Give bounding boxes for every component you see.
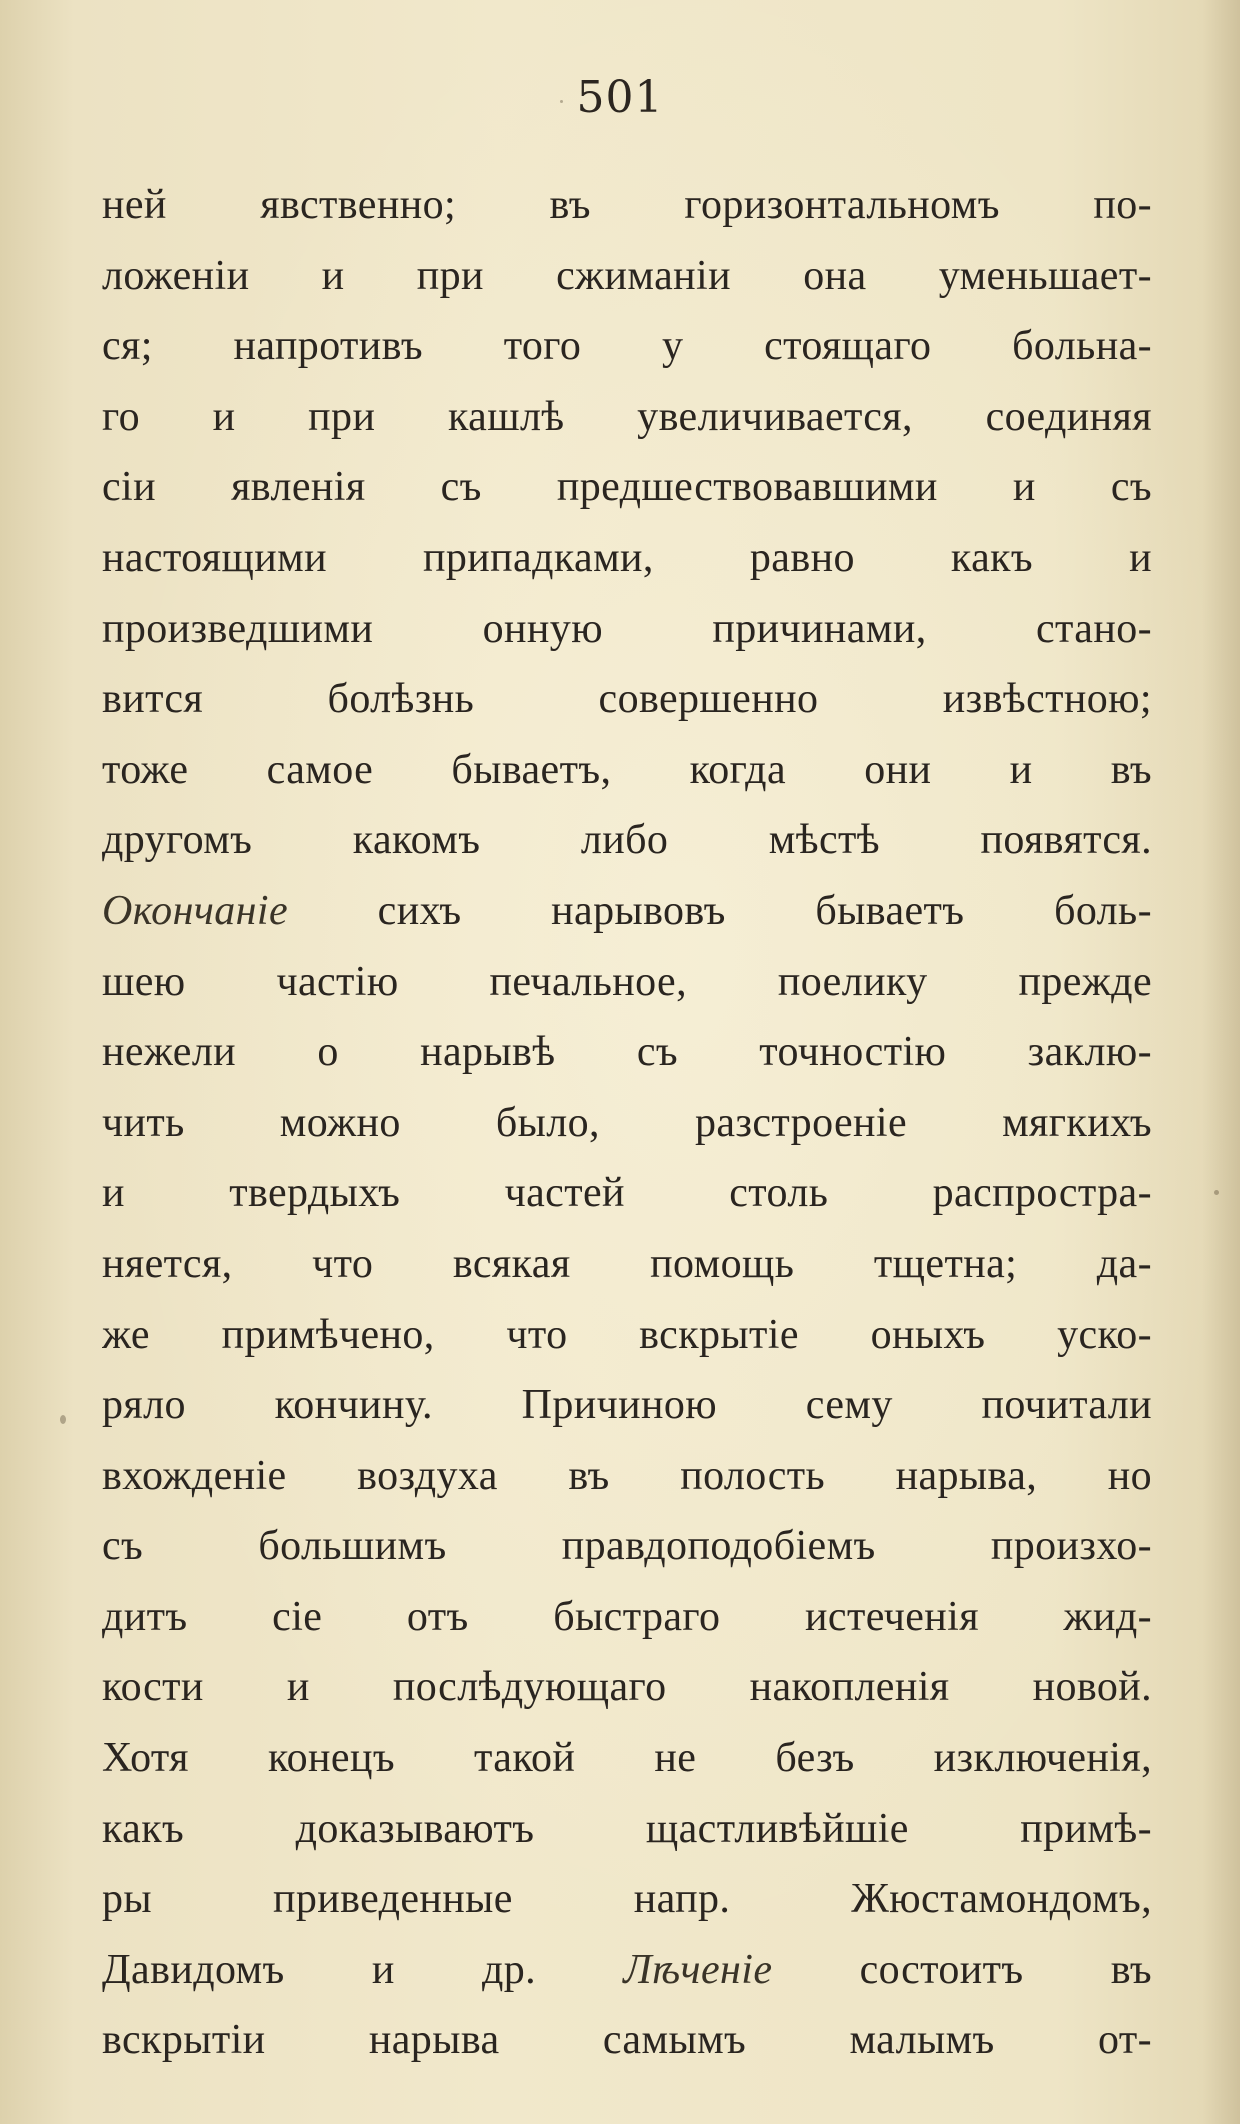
- text-line: [102, 1158, 1152, 1229]
- text-line: [102, 1794, 1152, 1865]
- text-run: вхожденіе воздуха въ полость нарыва, но: [102, 1452, 1152, 1499]
- text-run: какъ доказываютъ щастливѣйшіе примѣ-: [102, 1805, 1152, 1852]
- page-number: 501: [576, 72, 664, 123]
- text-run: го и при кашлѣ увеличивается, соединяя: [102, 393, 1152, 440]
- text-run: вскрытіи нарыва самымъ малымъ от-: [102, 2017, 1152, 2064]
- text-line: [102, 170, 1152, 241]
- text-line: [102, 452, 1152, 523]
- text-run: ложеніи и при сжиманіи она уменьшает-: [102, 252, 1152, 299]
- text-run: же примѣчено, что вскрытіе оныхъ уско-: [102, 1311, 1152, 1358]
- text-line: [102, 1582, 1152, 1653]
- italic-term: Лѣченіе: [623, 1946, 773, 1993]
- text-run: няется, что всякая помощь тщетна; да-: [102, 1240, 1152, 1287]
- paper-speck: [1214, 1190, 1219, 1195]
- text-run: другомъ какомъ либо мѣстѣ появятся.: [102, 817, 1152, 864]
- text-run: Давидомъ и др.: [102, 1946, 624, 1993]
- text-run: ней явственно; въ горизонтальномъ по-: [102, 182, 1152, 228]
- text-run: Хотя конецъ такой не безъ изключенія,: [102, 1735, 1152, 1782]
- text-line: [102, 1441, 1152, 1512]
- text-run: сихъ нарывовъ бываетъ боль-: [288, 887, 1152, 934]
- text-run: ся; напротивъ того у стоящаго больна-: [102, 323, 1152, 370]
- text-line: [102, 1723, 1152, 1794]
- text-line: [102, 1935, 1152, 2006]
- text-run: настоящими припадками, равно какъ и: [102, 534, 1152, 581]
- text-line: [102, 805, 1152, 876]
- text-line: [102, 2005, 1152, 2076]
- text-line: [102, 1229, 1152, 1300]
- italic-term: Окончаніе: [102, 887, 288, 934]
- page-edge-shadow: [1202, 0, 1240, 2124]
- text-run: произведшими онную причинами, стано-: [102, 605, 1152, 652]
- body-text: [102, 170, 1152, 2076]
- text-line: [102, 1300, 1152, 1371]
- text-run: состоитъ въ: [772, 1946, 1152, 1993]
- text-line: [102, 876, 1152, 947]
- text-line: [102, 735, 1152, 806]
- text-line: [102, 241, 1152, 312]
- text-run: кости и послѣдующаго накопленія новой.: [102, 1664, 1152, 1711]
- text-run: нежели о нарывѣ съ точностію заклю-: [102, 1029, 1152, 1076]
- paper-speck: [560, 100, 563, 103]
- text-run: чить можно было, разстроеніе мягкихъ: [102, 1099, 1152, 1146]
- text-line: [102, 594, 1152, 665]
- text-run: тоже самое бываетъ, когда они и въ: [102, 746, 1152, 793]
- text-line: [102, 311, 1152, 382]
- text-run: и твердыхъ частей столь распростра-: [102, 1170, 1152, 1217]
- text-line: [102, 1017, 1152, 1088]
- text-line: [102, 1864, 1152, 1935]
- text-run: вится болѣзнь совершенно извѣстною;: [102, 676, 1152, 723]
- text-line: [102, 1652, 1152, 1723]
- text-run: ры приведенные напр. Жюстамондомъ,: [102, 1876, 1152, 1923]
- text-line: [102, 523, 1152, 594]
- text-run: сіи явленія съ предшествовавшими и съ: [102, 464, 1152, 511]
- text-line: [102, 947, 1152, 1018]
- paper-speck: [60, 1415, 66, 1424]
- text-line: [102, 1370, 1152, 1441]
- text-run: ряло кончину. Причиною сему почитали: [102, 1382, 1152, 1429]
- text-run: дитъ сіе отъ быстраго истеченія жид-: [102, 1593, 1152, 1640]
- text-run: съ большимъ правдоподобіемъ произхо-: [102, 1523, 1152, 1570]
- text-line: [102, 1511, 1152, 1582]
- text-line: [102, 382, 1152, 453]
- text-run: шею частію печальное, поелику прежде: [102, 958, 1152, 1005]
- text-line: [102, 664, 1152, 735]
- text-line: [102, 1088, 1152, 1159]
